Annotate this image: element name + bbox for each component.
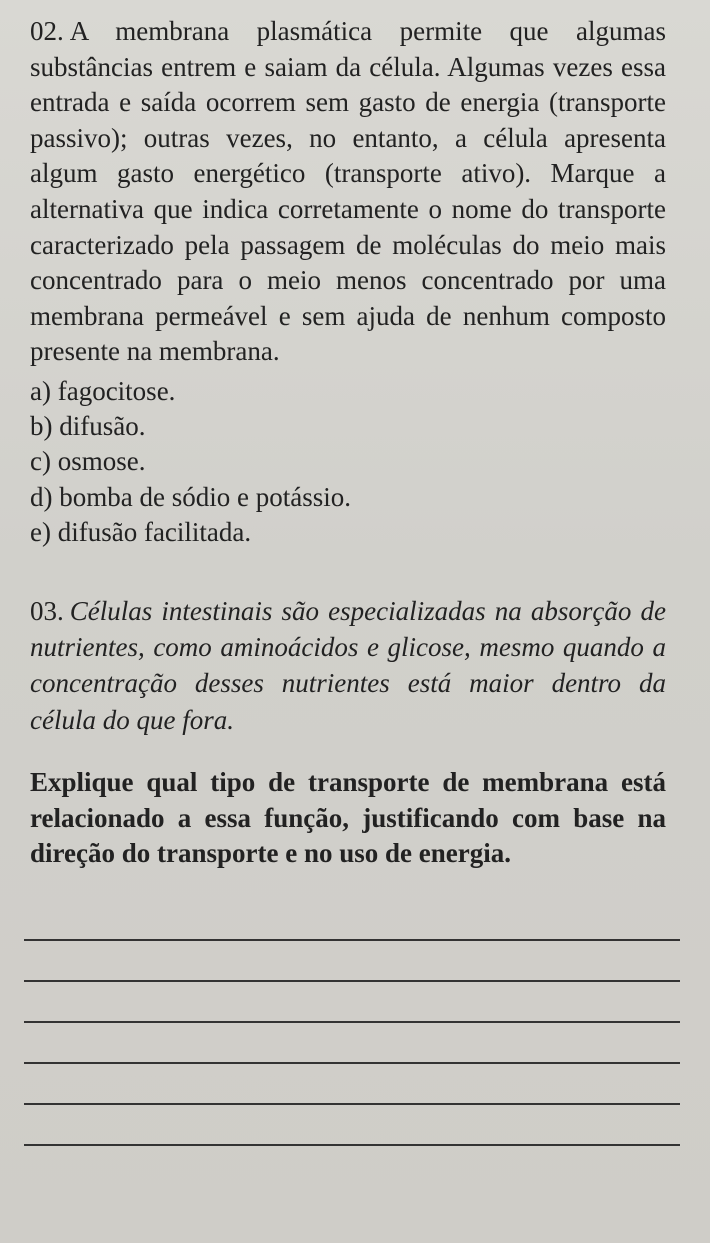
question-2 bbox=[30, 14, 666, 370]
answer-area[interactable] bbox=[24, 900, 680, 1146]
answer-line[interactable] bbox=[24, 1105, 680, 1146]
option-a[interactable]: a) fagocitose. bbox=[30, 375, 176, 406]
question-3-statement bbox=[30, 593, 666, 738]
option-c[interactable]: c) osmose. bbox=[30, 446, 146, 477]
question-2-number: 02. bbox=[30, 16, 64, 46]
option-e[interactable]: e) difusão facilitada. bbox=[30, 516, 252, 547]
answer-line[interactable] bbox=[24, 982, 680, 1023]
question-2-options bbox=[30, 374, 666, 550]
question-3-prompt: Explique qual tipo de transporte de membrana está relacionado a essa função, justificando com base na direção do transporte e no uso de energia. bbox=[30, 766, 666, 869]
question-3-number: 03. bbox=[30, 595, 64, 626]
answer-line[interactable] bbox=[24, 900, 680, 941]
question-3-text: Células intestinais são especializadas na absorção de nutrientes, como aminoácidos e glicose, mesmo quando a concentração desses nutrientes está maior dentro da célula do que fora. bbox=[30, 595, 666, 735]
answer-line[interactable] bbox=[24, 1064, 680, 1105]
option-d[interactable]: d) bomba de sódio e potássio. bbox=[30, 481, 351, 512]
option-b[interactable]: b) difusão. bbox=[30, 411, 146, 442]
answer-line[interactable] bbox=[24, 1023, 680, 1064]
answer-line[interactable] bbox=[24, 941, 680, 982]
question-2-text: A membrana plasmática permite que algumas substâncias entrem e saiam da célula. Algumas vezes essa entrada e saída ocorrem sem gasto de energia (transporte passivo); outras vezes, no entanto, a célula apresenta algum gasto energético (transporte ativo). Marque a alternativa que indica corretamente o nome do transporte caracterizado pela passagem de moléculas do meio mais concentrado para o meio menos concentrado por uma membrana permeável e sem ajuda de nenhum composto presente na membrana. bbox=[30, 16, 666, 367]
